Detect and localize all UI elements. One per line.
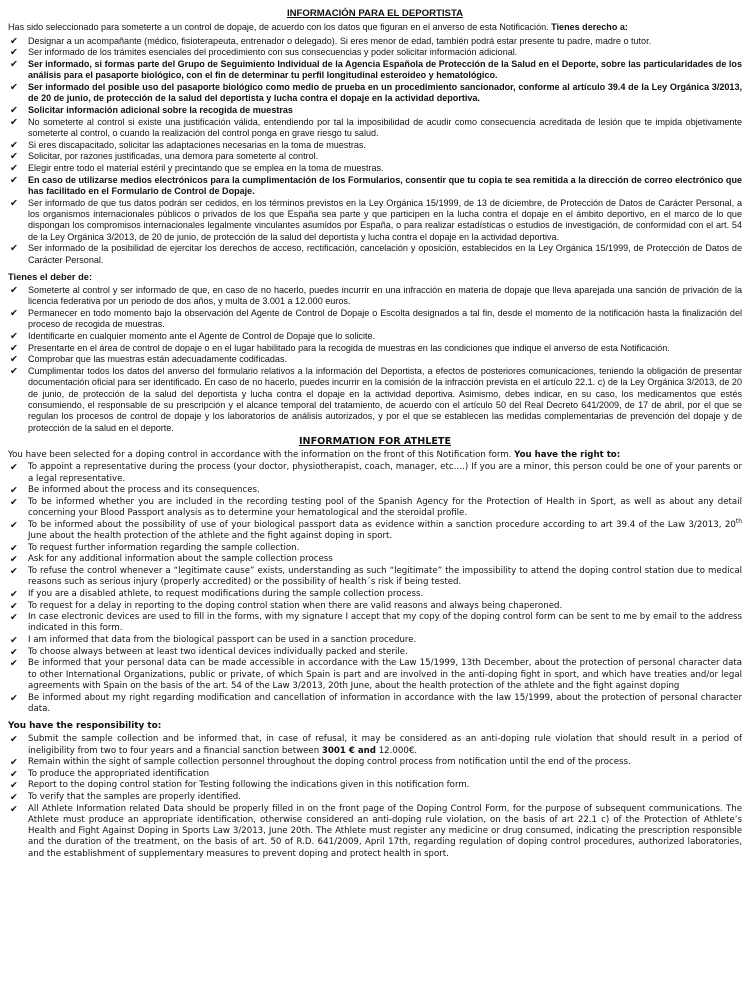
right-item: [8, 658, 742, 692]
right-item: [8, 163, 742, 174]
checkmark-icon: ✔: [10, 612, 18, 624]
duty-item: [8, 366, 742, 434]
checkmark-icon: ✔: [10, 174, 18, 186]
right-item-text-part: To be informed about the possibility of use of your biological passport data as evidence within a sanction procedure according to art 39.4 of the Law 3/2013, 20: [28, 519, 736, 530]
right-item-text: I am informed that data from the biological passport can be used in a sanction procedure.: [28, 635, 417, 646]
intro-en: [8, 450, 742, 461]
checkmark-icon: ✔: [10, 366, 18, 378]
checkmark-icon: ✔: [10, 692, 18, 704]
duty-item: [8, 354, 742, 365]
checkmark-icon: ✔: [10, 734, 18, 746]
right-item-text: No someterte al control si existe una justificación válida, entendiendo por tal la imposibilidad de acudir como consecuencia acreditada de lesión que te impida objetivamente someterte al control, o cuando la realización del control ponga en grave riesgo tu salud.: [28, 116, 742, 138]
rights-list-es: [8, 36, 742, 266]
checkmark-icon: ✔: [10, 588, 18, 600]
checkmark-icon: ✔: [10, 81, 18, 93]
right-item-text: Si eres discapacitado, solicitar las adaptaciones necesarias en la toma de muestras.: [28, 139, 366, 150]
english-section: [8, 436, 742, 860]
duty-item: [8, 804, 742, 860]
amount-emphasis: 3001 € and: [321, 745, 376, 756]
duty-item: [8, 285, 742, 308]
right-item: [8, 59, 742, 82]
right-item: [8, 462, 742, 485]
section-title-es: INFORMACIÓN PARA EL DEPORTISTA: [286, 8, 464, 19]
right-item-text: Solicitar información adicional sobre la recogida de muestras: [28, 104, 293, 115]
ordinal-suffix: th: [735, 517, 742, 525]
right-item: [8, 140, 742, 151]
checkmark-icon: ✔: [10, 496, 18, 508]
right-item: [8, 566, 742, 589]
checkmark-icon: ✔: [10, 757, 18, 769]
checkmark-icon: ✔: [10, 485, 18, 497]
right-item-text: En caso de utilizarse medios electrónicos para la cumplimentación de los Formularios, consentir que tu copia te sea remitida a la dirección de correo electrónico que has facilitado en el Formulario de Control de Dopaje.: [28, 174, 742, 196]
duty-item: [8, 780, 742, 791]
right-item: [8, 198, 742, 243]
right-item-text: Ser informado del posible uso del pasaporte biológico como medio de prueba en un procedimiento sancionador, conforme al artículo 39.4 de la Ley Orgánica 3/2013, de 20 de junio, de protección de la salud del deportista y lucha contra el dopaje en la actividad deportiva.: [28, 81, 742, 104]
checkmark-icon: ✔: [10, 554, 18, 566]
checkmark-icon: ✔: [10, 116, 18, 128]
duties-heading-es: Tienes el deber de:: [8, 271, 93, 282]
right-item: [8, 105, 742, 116]
duty-item-text: Cumplimentar todos los datos del anverso del formulario relativos a la información del Deportista, a efectos de posteriores comunicaciones, teniendo la obligación de presentar documentación oficial para ser identificado. En caso de no hacerlo, puedes incurrir en la comisión de la infracción prevista en el artículo 22.1. c) de la Ley Orgánica 3/2013, de 20 de junio, de protección de la salud del deportista y lucha contra el dopaje en la actividad deportiva. Asimismo, debes indicar, en su caso, los medicamentos que estés consumiendo, el responsable de su prescripción y el alcance temporal del tratamiento, de acuerdo con el artículo 50 del Real Decreto 641/2009, de 17 de abril, por el que se regulan los procesos de control de dopaje y los laboratorios de análisis autorizados, y por el que se establecen las medidas complementarias de prevención del dopaje y de protección de la salud en el deporte.: [28, 366, 742, 433]
right-item-text-part: June about the health protection of the athlete and the fight against doping in sport.: [28, 531, 393, 542]
checkmark-icon: ✔: [10, 519, 18, 531]
duty-item-text-part: 12.000€.: [375, 745, 418, 756]
right-item: [8, 243, 742, 266]
right-item: [8, 36, 742, 47]
checkmark-icon: ✔: [10, 35, 18, 47]
right-item-text: Ser informado de los trámites esenciales del procedimiento con sus consecuencias y poder solicitar información adicional.: [28, 47, 518, 58]
duty-item-text: All Athlete Information related Data should be properly filled in on the front page of the Doping Control Form, for the purpose of subsequent communications. The Athlete must produce an appropriate identification, otherwise considered an anti-doping rule violation, on the basis of art 22.1 c) of the Protection of Athlete’s Health and Fight Against Doping in Sports Law 3/2013, June 20th. The Athlete must register any medicine or drug consumed, indicating the prescription responsible and the duration of the treatment, on the basis of art. 50 of R.D. 641/2009, April 17th, regarding regulation of doping control procedures, authorized laboratories, and the establishment of supplementary measures to prevent doping and protect health in sport.: [28, 803, 742, 859]
right-item: [8, 175, 742, 198]
checkmark-icon: ✔: [10, 342, 18, 354]
right-item: [8, 635, 742, 646]
right-item: [8, 554, 742, 565]
right-item-text: To appoint a representative during the process (your doctor, physiotherapist, coach, manager, etc….) If you are a minor, this person could be one of your parents or a legal representative.: [28, 462, 742, 484]
right-item: [8, 151, 742, 162]
checkmark-icon: ✔: [10, 197, 18, 209]
right-item: [8, 601, 742, 612]
checkmark-icon: ✔: [10, 658, 18, 670]
right-item: [8, 589, 742, 600]
right-item: [8, 543, 742, 554]
right-item-text: Ser informado de que tus datos podrán ser cedidos, en los términos previstos en la Ley Orgánica 15/1999, de 13 de diciembre, de Protección de Datos de Carácter Personal, a los organismos internacionales públicos o privados de los que España sea parte y que participen en la lucha contra el dopaje en el ámbito deportivo, en el marco de lo que dispongan los compromisos internacionales legalmente vinculantes asumidos por España, o para realizar estadísticas o estudios de investigación, de conformidad con el art. 54 de la Ley Orgánica 3/2013, de 20 de junio, de protección de la salud del deportista y lucha contra el dopaje en la actividad deportiva.: [28, 197, 742, 242]
duty-item: [8, 308, 742, 331]
duty-item: [8, 769, 742, 780]
duty-item-text: Comprobar que las muestras están adecuadamente codificadas.: [28, 354, 287, 365]
right-item-text: Be informed that your personal data can be made accessible in accordance with the Law 15/1999, 13th December, about the protection of personal character data to other International Organizations, public or private, of which Spain is part and are involved in the anti-doping fight in sport, and which have treaties and/or legal agreements with Spain on the basis of the art. 54 of the Law 3/2013, 20th June, about the health protection of the athlete and the fight against doping: [28, 658, 742, 691]
right-item: [8, 82, 742, 105]
checkmark-icon: ✔: [10, 331, 18, 343]
checkmark-icon: ✔: [10, 792, 18, 804]
duty-item-text: Report to the doping control station for Testing following the indications given in this notification form.: [28, 780, 470, 791]
duty-item: [8, 757, 742, 768]
checkmark-icon: ✔: [10, 308, 18, 320]
right-item: [8, 485, 742, 496]
right-item-text: To be informed whether you are included in the recording testing pool of the Spanish Agency for the Protection of Health in Sport, as well as about any detail concerning your Blood Passport analysis as to determine your hematological and the steroidal profile.: [28, 496, 742, 519]
duty-item-text: To verify that the samples are properly identified.: [28, 792, 242, 803]
right-item-text: Ser informado de la posibilidad de ejercitar los derechos de acceso, rectificación, cancelación y oposición, establecidos en la Ley Orgánica 15/1999, de Protección de Datos de Carácter Personal.: [28, 243, 742, 265]
duty-item-text: To produce the appropriated identification: [28, 768, 210, 779]
duty-item-text: Remain within the sight of sample collection personnel throughout the doping control process from notification until the end of the process.: [28, 757, 631, 768]
right-item: [8, 647, 742, 658]
intro-en-text: You have been selected for a doping control in accordance with the information on the front of this Notification form.: [8, 450, 512, 461]
checkmark-icon: ✔: [10, 600, 18, 612]
duty-item-text: Presentarte en el área de control de dopaje o en el lugar habilitado para la recogida de muestras en las condiciones que indique el anverso de esta Notificación.: [28, 342, 670, 353]
duties-list-en: [8, 734, 742, 860]
right-item-text: To request for a delay in reporting to the doping control station when there are valid reasons and always being chaperoned.: [28, 600, 563, 611]
checkmark-icon: ✔: [10, 139, 18, 151]
section-title-en: INFORMATION FOR ATHLETE: [298, 435, 451, 447]
duty-item-text: Someterte al control y ser informado de que, en caso de no hacerlo, puedes incurrir en una infracción en materia de dopaje que lleva aparejada una sanción de privación de la licencia federativa por un periodo de dos años, y multa de 3.001 a 12.000 euros.: [28, 285, 742, 307]
intro-es-text: Has sido seleccionado para someterte a un control de dopaje, de acuerdo con los datos que figuran en el anverso de esta Notificación.: [8, 22, 549, 33]
right-item-text: Ask for any additional information about the sample collection process: [28, 554, 333, 565]
duty-item: [8, 331, 742, 342]
intro-es: [8, 22, 742, 33]
checkmark-icon: ✔: [10, 542, 18, 554]
duty-item: [8, 343, 742, 354]
right-item-text: Designar a un acompañante (médico, fisioterapeuta, entrenador o delegado). Si eres menor de edad, también podrá estar presente tu padre, madre o tutor.: [28, 35, 652, 46]
right-item-text: To refuse the control whenever a “legitimate cause” exists, understanding as such “legitimate” the impossibility to attend the doping control station due to medical reasons such as serious injury (properly accredited) or the possibility of health´s risk if being tested.: [28, 566, 742, 588]
rights-list-en: [8, 462, 742, 715]
right-item: [8, 47, 742, 58]
checkmark-icon: ✔: [10, 803, 18, 815]
checkmark-icon: ✔: [10, 646, 18, 658]
checkmark-icon: ✔: [10, 58, 18, 70]
right-item-text: If you are a disabled athlete, to request modifications during the sample collection process.: [28, 588, 424, 599]
duty-item-text-part: Submit the sample collection and be informed that, in case of refusal, it may be considered as an anti-doping rule violation that should result in a period of ineligibility from two to four years and a financial sanction between: [28, 734, 742, 756]
checkmark-icon: ✔: [10, 354, 18, 366]
checkmark-icon: ✔: [10, 162, 18, 174]
right-item: [8, 612, 742, 635]
checkmark-icon: ✔: [10, 151, 18, 163]
checkmark-icon: ✔: [10, 285, 18, 297]
spanish-section: [8, 8, 742, 434]
right-item-text: To request further information regarding the sample collection.: [28, 542, 300, 553]
right-item: [8, 517, 742, 543]
duty-item: [8, 792, 742, 803]
checkmark-icon: ✔: [10, 104, 18, 116]
right-item: [8, 117, 742, 140]
right-item: [8, 497, 742, 520]
right-item-text: [28, 517, 742, 542]
checkmark-icon: ✔: [10, 635, 18, 647]
checkmark-icon: ✔: [10, 780, 18, 792]
right-item-text: Be informed about my right regarding modification and cancellation of information in accordance with the law 15/1999, about the protection of personal character data.: [28, 692, 742, 714]
checkmark-icon: ✔: [10, 768, 18, 780]
duty-item: [8, 734, 742, 757]
duties-list-es: [8, 285, 742, 434]
right-item: [8, 693, 742, 716]
checkmark-icon: ✔: [10, 462, 18, 474]
rights-heading-es: Tienes derecho a:: [551, 22, 628, 33]
duty-item-text: Identificarte en cualquier momento ante el Agente de Control de Dopaje que lo solicite.: [28, 331, 376, 342]
duties-heading-en: You have the responsibility to:: [8, 721, 162, 732]
right-item-text: Ser informado, si formas parte del Grupo de Seguimiento Individual de la Agencia Española de Protección de la Salud en el Deporte, sobre las particularidades de los análisis para el pasaporte biológico, con el fin de determinar tu perfil longitudinal esteroideo y hematológico.: [28, 58, 742, 81]
right-item-text: To choose always between at least two identical devices individually packed and sterile.: [28, 646, 408, 657]
rights-heading-en: You have the right to:: [514, 450, 621, 461]
checkmark-icon: ✔: [10, 566, 18, 578]
checkmark-icon: ✔: [10, 243, 18, 255]
duty-item-text: [28, 734, 742, 755]
right-item-text: In case electronic devices are used to fill in the forms, with my signature I accept that my copy of the doping control form can be sent to me by email to the address indicated in this form.: [28, 612, 742, 634]
duty-item-text: Permanecer en todo momento bajo la observación del Agente de Control de Dopaje o Escolta designados a tal fin, desde el momento de la notificación hasta la finalización del proceso de recogida de muestras.: [28, 308, 742, 330]
right-item-text: Elegir entre todo el material estéril y precintando que se emplea en la toma de muestras.: [28, 162, 384, 173]
right-item-text: Be informed about the process and its consequences.: [28, 485, 260, 496]
checkmark-icon: ✔: [10, 47, 18, 59]
right-item-text: Solicitar, por razones justificadas, una demora para someterte al control.: [28, 151, 319, 162]
